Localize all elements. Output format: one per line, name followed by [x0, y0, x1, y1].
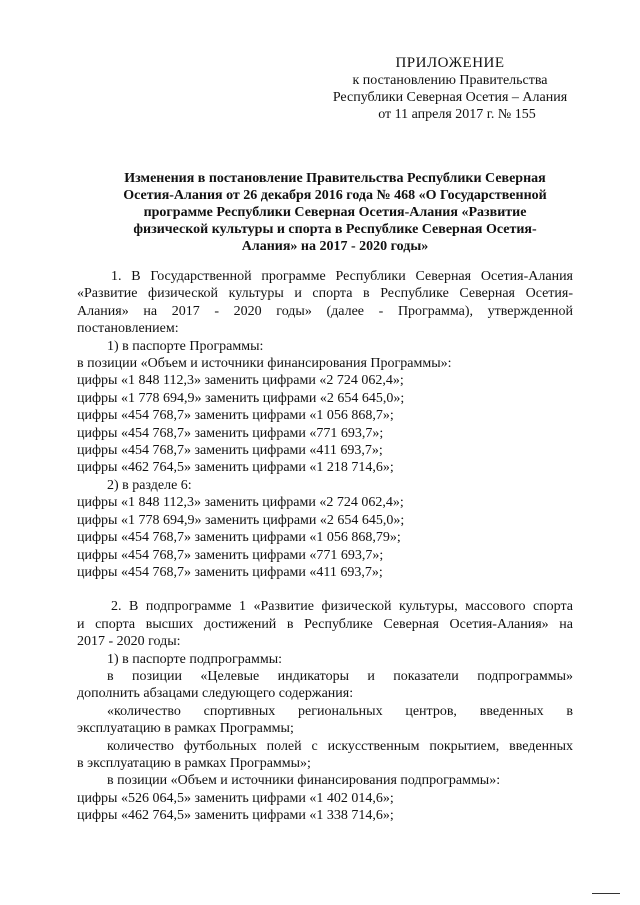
section1-intro-line: 1. В Государственной программе Республики Северная Осетия-Алания: [111, 269, 573, 284]
amendment-line: цифры «526 064,5» заменить цифрами «1 402 014,6»;: [77, 790, 394, 806]
section1-subitem-heading: 1) в паспорте Программы:: [107, 338, 264, 354]
section2-intro-line: 2017 - 2020 годы:: [77, 634, 181, 650]
amendment-line: цифры «1 778 694,9» заменить цифрами «2 654 645,0»;: [77, 512, 405, 528]
section1-intro-line: постановлением:: [77, 321, 179, 337]
amendment-line: цифры «454 768,7» заменить цифрами «411 693,7»;: [77, 443, 383, 459]
amendment-line: цифры «462 764,5» заменить цифрами «1 338 714,6»;: [77, 808, 394, 824]
amendment-line: цифры «454 768,7» заменить цифрами «411 693,7»;: [77, 564, 383, 580]
appendix-line-1: к постановлению Правительства: [352, 73, 548, 88]
quote-line: «количество спортивных региональных центров, введенных в: [107, 703, 573, 719]
appendix-title: ПРИЛОЖЕНИЕ: [395, 55, 505, 71]
section2-intro-line: и спорта высших достижений в Республике Северная Осетия-Алания» на: [77, 616, 573, 632]
section1-intro-line: Алания» на 2017 - 2020 годы» (далее - Программа), утвержденной: [77, 303, 573, 319]
title-line: Изменения в постановление Правительства Республики Северная: [124, 171, 546, 186]
amendment-line: цифры «454 768,7» заменить цифрами «1 056 868,79»;: [77, 530, 401, 546]
title-line: Алания» на 2017 - 2020 годы»: [241, 239, 429, 254]
title-line: физической культуры и спорта в Республике Северная Осетия-: [133, 222, 537, 237]
section2-intro-line: 2. В подпрограмме 1 «Развитие физической культуры, массового спорта: [111, 599, 573, 615]
section1-position: в позиции «Объем и источники финансирования Программы»:: [77, 356, 452, 372]
amendment-line: цифры «462 764,5» заменить цифрами «1 218 714,6»;: [77, 460, 394, 476]
title-line: программе Республики Северная Осетия-Алания «Развитие: [143, 205, 527, 220]
title-line: Осетия-Алания от 26 декабря 2016 года № 468 «О Государственной: [123, 188, 547, 203]
section1-intro-line: «Развитие физической культуры и спорта в Республике Северная Осетия-: [77, 286, 573, 302]
amendment-line: цифры «454 768,7» заменить цифрами «771 693,7»;: [77, 425, 384, 441]
section1-subitem-heading: 2) в разделе 6:: [107, 477, 192, 493]
section2-subitem-heading: 1) в паспорте подпрограммы:: [107, 651, 283, 667]
amendment-line: цифры «1 778 694,9» заменить цифрами «2 654 645,0»;: [77, 390, 405, 406]
appendix-header: [300, 55, 600, 123]
document-body: [77, 268, 573, 825]
document-title: [95, 170, 575, 255]
appendix-line-2: Республики Северная Осетия – Алания: [332, 90, 568, 105]
amendment-line: цифры «454 768,7» заменить цифрами «771 693,7»;: [77, 547, 384, 563]
section2-position-line: дополнить абзацами следующего содержания:: [77, 686, 354, 702]
amendment-line: цифры «1 848 112,3» заменить цифрами «2 724 062,4»;: [77, 373, 404, 389]
quote-line: количество футбольных полей с искусственным покрытием, введенных: [107, 738, 573, 754]
paragraph-gap: [77, 581, 573, 598]
page-edge-mark: [592, 893, 620, 894]
amendment-line: цифры «1 848 112,3» заменить цифрами «2 724 062,4»;: [77, 495, 404, 511]
amendment-line: цифры «454 768,7» заменить цифрами «1 056 868,7»;: [77, 408, 394, 424]
quote-line: эксплуатацию в рамках Программы;: [77, 721, 294, 737]
section2-position-line: в позиции «Целевые индикаторы и показатели подпрограммы»: [107, 668, 573, 684]
quote-line: в эксплуатацию в рамках Программы»;: [77, 755, 311, 771]
section2-position: в позиции «Объем и источники финансирования подпрограммы»:: [107, 773, 501, 789]
appendix-date: от 11 апреля 2017 г. № 155: [378, 107, 536, 122]
